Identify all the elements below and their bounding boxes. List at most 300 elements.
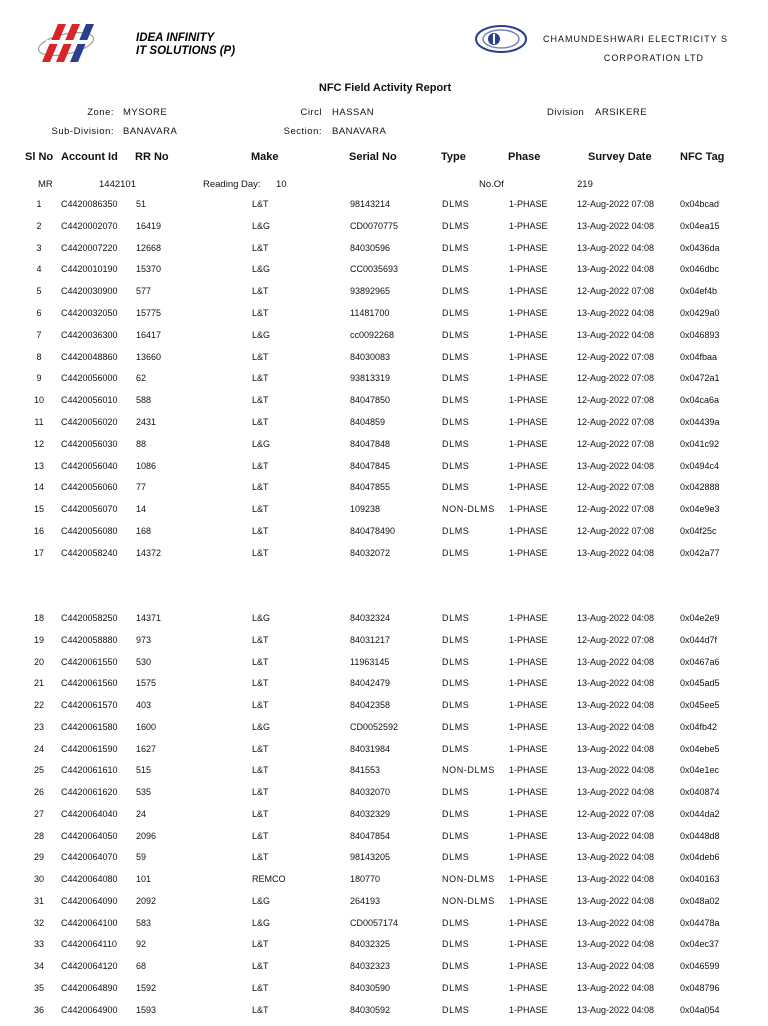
cell-survey-date: 12-Aug-2022 07:08 [577,482,655,493]
cell-serial-no: 8404859 [350,417,386,427]
cell-sl-no: 7 [36,329,42,340]
cell-nfc-tag: 0x046893 [680,329,720,340]
cell-survey-date: 13-Aug-2022 04:08 [577,264,655,275]
cell-account-id: C4420061580 [61,721,118,732]
table-row [0,307,768,329]
cell-survey-date: 13-Aug-2022 04:08 [577,830,655,841]
cell-serial-no: 93892965 [350,286,391,297]
cell-nfc-tag: 0x040874 [680,787,720,797]
cell-phase: 1-PHASE [509,526,548,536]
table-row [0,830,768,852]
table-row [0,721,768,743]
cell-sl-no: 12 [33,438,44,449]
table-row [0,1004,768,1026]
cell-nfc-tag: 0x04fbaa [680,351,718,362]
cell-nfc-tag: 0x042888 [680,482,720,493]
cell-nfc-tag: 0x046599 [680,961,720,971]
cell-rr-no: 1600 [136,721,157,732]
cell-account-id: C4420036300 [61,329,118,340]
cell-make: L&G [252,917,271,928]
cell-sl-no: 22 [33,700,44,710]
cell-type: DLMS [442,787,470,797]
cell-survey-date: 12-Aug-2022 07:08 [577,504,655,515]
zone-value: MYSORE [123,107,168,118]
table-row [0,547,768,569]
cell-nfc-tag: 0x04e2e9 [680,613,720,623]
cell-serial-no: 109238 [350,504,381,515]
cell-phase: 1-PHASE [509,220,548,231]
cell-serial-no: 11963145 [350,656,390,667]
table-row [0,677,768,699]
cell-phase: 1-PHASE [509,961,548,971]
cell-sl-no: 24 [33,743,44,754]
cell-phase: 1-PHASE [509,460,548,471]
cell-sl-no: 14 [33,482,44,493]
cell-rr-no: 2431 [136,417,157,427]
cell-nfc-tag: 0x04ef4b [680,286,718,297]
cell-sl-no: 31 [33,895,44,906]
cell-survey-date: 12-Aug-2022 07:08 [577,351,655,362]
cell-serial-no: CD0057174 [350,917,399,928]
cell-nfc-tag: 0x0472a1 [680,373,720,384]
cell-phase: 1-PHASE [509,547,548,558]
cell-account-id: C4420002070 [61,220,118,231]
cell-phase: 1-PHASE [509,482,548,493]
cell-serial-no: 84047855 [350,482,391,493]
cell-make: L&T [252,242,269,253]
cell-rr-no: 577 [136,286,152,297]
circle-value: HASSAN [332,107,375,118]
cell-nfc-tag: 0x04fb42 [680,721,718,732]
cell-survey-date: 13-Aug-2022 04:08 [577,961,655,971]
cell-rr-no: 14372 [136,547,162,558]
table-row [0,873,768,895]
cell-phase: 1-PHASE [509,917,548,928]
cell-serial-no: 84032323 [350,961,391,971]
cell-serial-no: 84030596 [350,242,391,253]
cell-type: DLMS [442,373,470,384]
cell-type: DLMS [442,242,470,253]
cell-make: L&T [252,982,269,993]
cell-survey-date: 12-Aug-2022 07:08 [577,286,655,297]
subdivision-label: Sub-Division: [51,126,114,137]
cell-make: L&G [252,613,271,623]
cell-nfc-tag: 0x04ea15 [680,220,720,231]
cell-serial-no: 84030083 [350,351,391,362]
cell-account-id: C4420056000 [61,373,118,384]
cell-rr-no: 588 [136,395,152,406]
company-right-line1: CHAMUNDESHWARI ELECTRICITY S [542,34,728,44]
cell-nfc-tag: 0x0436da [680,242,720,253]
cell-type: DLMS [442,743,470,754]
cell-sl-no: 20 [33,656,44,667]
cell-make: L&T [252,743,269,754]
cell-make: L&T [252,1004,269,1015]
cell-serial-no: 84030592 [350,1004,391,1015]
cell-rr-no: 530 [136,656,152,667]
cell-phase: 1-PHASE [509,721,548,732]
cell-sl-no: 6 [36,308,42,318]
cell-type: DLMS [442,264,470,275]
cell-account-id: C4420064110 [61,939,117,950]
cell-survey-date: 13-Aug-2022 04:08 [577,765,655,776]
cell-phase: 1-PHASE [509,286,548,297]
cell-type: NON-DLMS [442,765,495,776]
column-header-sl-no: Sl No [25,151,54,163]
cell-make: L&T [252,373,269,384]
cell-make: L&T [252,830,269,841]
cell-nfc-tag: 0x04478a [680,917,720,928]
cell-phase: 1-PHASE [509,743,548,754]
cell-make: L&T [252,417,269,427]
cell-nfc-tag: 0x04ec37 [680,939,720,950]
cell-account-id: C4420058240 [61,547,118,558]
cell-sl-no: 4 [36,264,42,275]
cell-account-id: C4420064900 [61,1004,118,1015]
reading-day-label: Reading Day: [203,179,261,190]
cell-sl-no: 30 [33,874,44,884]
cell-sl-no: 2 [36,220,42,231]
cell-serial-no: 84042358 [350,700,391,710]
cell-sl-no: 26 [33,787,44,797]
cell-sl-no: 9 [36,373,42,384]
column-header-serial-no: Serial No [349,151,397,163]
table-row [0,220,768,242]
cell-sl-no: 27 [33,808,44,819]
mr-value: 1442101 [99,179,136,190]
cell-type: DLMS [442,547,470,558]
cell-survey-date: 12-Aug-2022 07:08 [577,808,655,819]
cell-rr-no: 515 [136,765,152,776]
cell-sl-no: 21 [33,678,44,689]
cell-rr-no: 583 [136,917,152,928]
cell-account-id: C4420058250 [61,613,118,623]
table-row [0,503,768,525]
cell-make: L&T [252,808,269,819]
cell-type: NON-DLMS [442,874,495,884]
table-row [0,329,768,351]
cell-type: DLMS [442,613,470,623]
company-name-right [478,30,728,68]
cell-nfc-tag: 0x04bcad [680,199,720,209]
cell-phase: 1-PHASE [509,700,548,710]
cell-serial-no: 84047848 [350,438,391,449]
cell-make: L&T [252,526,269,536]
company-right-line2: CORPORATION LTD [603,53,704,63]
cell-type: DLMS [442,308,470,318]
cell-account-id: C4420056040 [61,460,118,471]
cell-phase: 1-PHASE [509,808,548,819]
cell-survey-date: 13-Aug-2022 04:08 [577,895,655,906]
cell-make: L&T [252,765,269,776]
cell-serial-no: 84031984 [350,743,391,754]
cell-rr-no: 62 [136,373,147,384]
cell-type: DLMS [442,220,470,231]
cell-type: DLMS [442,329,470,340]
cell-account-id: C4420086350 [61,199,118,209]
cell-type: DLMS [442,852,470,863]
cell-type: DLMS [442,395,470,406]
cell-survey-date: 13-Aug-2022 04:08 [577,743,655,754]
cell-survey-date: 13-Aug-2022 04:08 [577,1004,655,1015]
no-of-value: 219 [577,179,593,190]
cell-make: L&G [252,264,271,275]
cell-survey-date: 13-Aug-2022 04:08 [577,329,655,340]
table-row [0,917,768,939]
section-label: Section: [283,126,322,137]
cell-account-id: C4420061570 [61,700,118,710]
cell-sl-no: 11 [34,417,44,427]
cell-make: L&T [252,199,269,209]
column-header-survey-date: Survey Date [588,151,652,163]
cell-rr-no: 77 [136,482,147,493]
no-of-label: No.Of [479,179,504,190]
cell-serial-no: 93813319 [350,373,391,384]
cell-account-id: C4420061590 [61,743,118,754]
cell-serial-no: CC0035693 [350,264,399,275]
cell-account-id: C4420061560 [61,678,118,689]
cell-make: REMCO [252,874,286,884]
cell-rr-no: 14371 [136,613,162,623]
cell-survey-date: 13-Aug-2022 04:08 [577,982,655,993]
cell-type: DLMS [442,460,470,471]
column-header-nfc-tag: NFC Tag [680,151,724,163]
cell-type: DLMS [442,417,470,427]
cell-type: DLMS [442,634,470,645]
cell-make: L&T [252,700,269,710]
cell-phase: 1-PHASE [509,1004,548,1015]
company-left-line2: IT SOLUTIONS (P) [136,45,236,57]
cell-phase: 1-PHASE [509,678,548,689]
cell-account-id: C4420007220 [61,242,118,253]
cell-sl-no: 10 [33,395,44,406]
cell-make: L&T [252,395,269,406]
cell-sl-no: 28 [33,830,44,841]
cell-phase: 1-PHASE [509,329,548,340]
cell-survey-date: 12-Aug-2022 07:08 [577,526,655,536]
cell-phase: 1-PHASE [509,765,548,776]
cell-nfc-tag: 0x04439a [680,417,720,427]
cell-type: DLMS [442,286,470,297]
cell-make: L&T [252,482,269,493]
cell-survey-date: 13-Aug-2022 04:08 [577,874,655,884]
cell-sl-no: 5 [36,286,42,297]
cell-survey-date: 13-Aug-2022 04:08 [577,939,655,950]
cell-serial-no: 264193 [350,895,381,906]
column-header-make: Make [251,151,279,163]
cell-sl-no: 34 [33,961,44,971]
cell-sl-no: 3 [36,242,42,253]
cell-type: NON-DLMS [442,504,495,515]
section-value: BANAVARA [332,126,387,137]
cell-sl-no: 29 [33,852,44,863]
cell-rr-no: 15370 [136,264,162,275]
cell-survey-date: 12-Aug-2022 07:08 [577,199,655,209]
cell-serial-no: 84032072 [350,547,391,558]
cell-nfc-tag: 0x0448d8 [680,830,720,841]
cell-sl-no: 1 [36,199,42,209]
cell-sl-no: 15 [33,504,44,515]
cell-phase: 1-PHASE [509,982,548,993]
cell-type: DLMS [442,939,470,950]
column-header-phase: Phase [508,151,541,163]
division-label: Division [547,107,585,118]
cell-rr-no: 12668 [136,242,162,253]
cell-rr-no: 1627 [136,743,157,754]
cell-make: L&T [252,634,269,645]
company-name-left [136,32,235,58]
table-row [0,634,768,656]
cell-account-id: C4420056060 [61,482,118,493]
cell-sl-no: 8 [36,351,42,362]
cell-type: DLMS [442,961,470,971]
cell-type: DLMS [442,830,470,841]
cell-survey-date: 13-Aug-2022 04:08 [577,220,655,231]
cell-account-id: C4420064100 [61,917,118,928]
cell-type: DLMS [442,438,470,449]
cell-make: L&T [252,656,269,667]
cell-make: L&G [252,329,271,340]
cell-account-id: C4420064050 [61,830,118,841]
cell-serial-no: 180770 [350,874,381,884]
cell-type: DLMS [442,1004,470,1015]
cell-rr-no: 14 [136,504,147,515]
cell-account-id: C4420032050 [61,308,118,318]
cell-type: DLMS [442,351,470,362]
cell-nfc-tag: 0x048a02 [680,895,720,906]
cell-rr-no: 16419 [136,220,162,231]
table-row [0,699,768,721]
cell-phase: 1-PHASE [509,656,548,667]
cell-rr-no: 2092 [136,895,157,906]
cell-serial-no: 98143205 [350,852,391,863]
table-row [0,372,768,394]
table-row [0,438,768,460]
cell-nfc-tag: 0x040163 [680,874,720,884]
cell-survey-date: 12-Aug-2022 07:08 [577,417,655,427]
cell-rr-no: 1593 [136,1004,157,1015]
table-row [0,198,768,220]
cell-sl-no: 25 [33,765,44,776]
cell-sl-no: 18 [33,613,44,623]
cell-account-id: C4420056030 [61,438,118,449]
cell-serial-no: 84031217 [350,634,391,645]
table-row [0,656,768,678]
cell-survey-date: 13-Aug-2022 04:08 [577,460,655,471]
cell-phase: 1-PHASE [509,852,548,863]
column-header-rr-no: RR No [135,151,169,163]
cell-serial-no: 84047850 [350,395,391,406]
cell-type: DLMS [442,721,470,732]
cell-serial-no: 84030590 [350,982,391,993]
cell-phase: 1-PHASE [509,504,548,515]
cell-phase: 1-PHASE [509,438,548,449]
cell-account-id: C4420064070 [61,852,118,863]
cell-type: DLMS [442,982,470,993]
cell-sl-no: 17 [33,547,44,558]
cell-sl-no: 13 [33,460,44,471]
cell-make: L&T [252,308,269,318]
cell-account-id: C4420056020 [61,417,118,427]
cell-nfc-tag: 0x04deb6 [680,852,720,863]
cell-phase: 1-PHASE [509,613,548,623]
cell-type: DLMS [442,917,470,928]
cell-make: L&T [252,547,269,558]
cell-sl-no: 35 [33,982,44,993]
table-row [0,612,768,634]
cell-rr-no: 24 [136,808,147,819]
cell-survey-date: 13-Aug-2022 04:08 [577,721,655,732]
cell-serial-no: 84032070 [350,787,391,797]
cell-account-id: C4420064080 [61,874,118,884]
cell-type: DLMS [442,656,470,667]
cell-sl-no: 33 [33,939,44,950]
cell-make: L&G [252,721,271,732]
cell-phase: 1-PHASE [509,373,548,384]
cell-survey-date: 13-Aug-2022 04:08 [577,656,655,667]
cell-nfc-tag: 0x0429a0 [680,308,720,318]
cell-nfc-tag: 0x0467a6 [680,656,720,667]
cell-sl-no: 19 [33,634,44,645]
cell-type: DLMS [442,526,470,536]
cell-nfc-tag: 0x04f25c [680,526,717,536]
cell-type: DLMS [442,678,470,689]
cell-account-id: C4420030900 [61,286,118,297]
cell-make: L&G [252,438,271,449]
table-row [0,743,768,765]
cell-serial-no: 841553 [350,765,381,776]
cell-sl-no: 36 [33,1004,44,1015]
cell-serial-no: CD0052592 [350,721,399,732]
cell-make: L&T [252,678,269,689]
cell-make: L&T [252,961,269,971]
cell-survey-date: 13-Aug-2022 04:08 [577,547,655,558]
cell-nfc-tag: 0x046dbc [680,264,720,275]
cell-phase: 1-PHASE [509,199,548,209]
cell-serial-no: 84032329 [350,808,391,819]
cell-make: L&T [252,939,269,950]
cell-nfc-tag: 0x048796 [680,982,720,993]
cell-rr-no: 1592 [136,982,157,993]
cell-rr-no: 1086 [136,460,157,471]
cell-type: DLMS [442,808,470,819]
cell-survey-date: 12-Aug-2022 07:08 [577,438,655,449]
cell-make: L&G [252,895,271,906]
cell-nfc-tag: 0x04e1ec [680,765,720,776]
cell-phase: 1-PHASE [509,939,548,950]
cell-serial-no: cc0092268 [350,329,395,340]
cell-account-id: C4420061550 [61,656,118,667]
cell-phase: 1-PHASE [509,874,548,884]
cell-nfc-tag: 0x042a77 [680,547,720,558]
cell-account-id: C4420061610 [61,765,118,776]
table-row [0,938,768,960]
table-row [0,786,768,808]
cell-account-id: C4420056080 [61,526,118,536]
cell-serial-no: CD0070775 [350,220,399,231]
cell-nfc-tag: 0x04ca6a [680,395,720,406]
table-row [0,285,768,307]
cell-serial-no: 98143214 [350,199,391,209]
cell-account-id: C4420010190 [61,264,118,275]
idea-infinity-logo [36,20,98,66]
cell-rr-no: 16417 [136,329,162,340]
cell-rr-no: 403 [136,700,152,710]
cell-make: L&T [252,351,269,362]
cell-serial-no: 84032324 [350,613,391,623]
column-header-account-id: Account Id [61,151,118,163]
cell-make: L&T [252,852,269,863]
